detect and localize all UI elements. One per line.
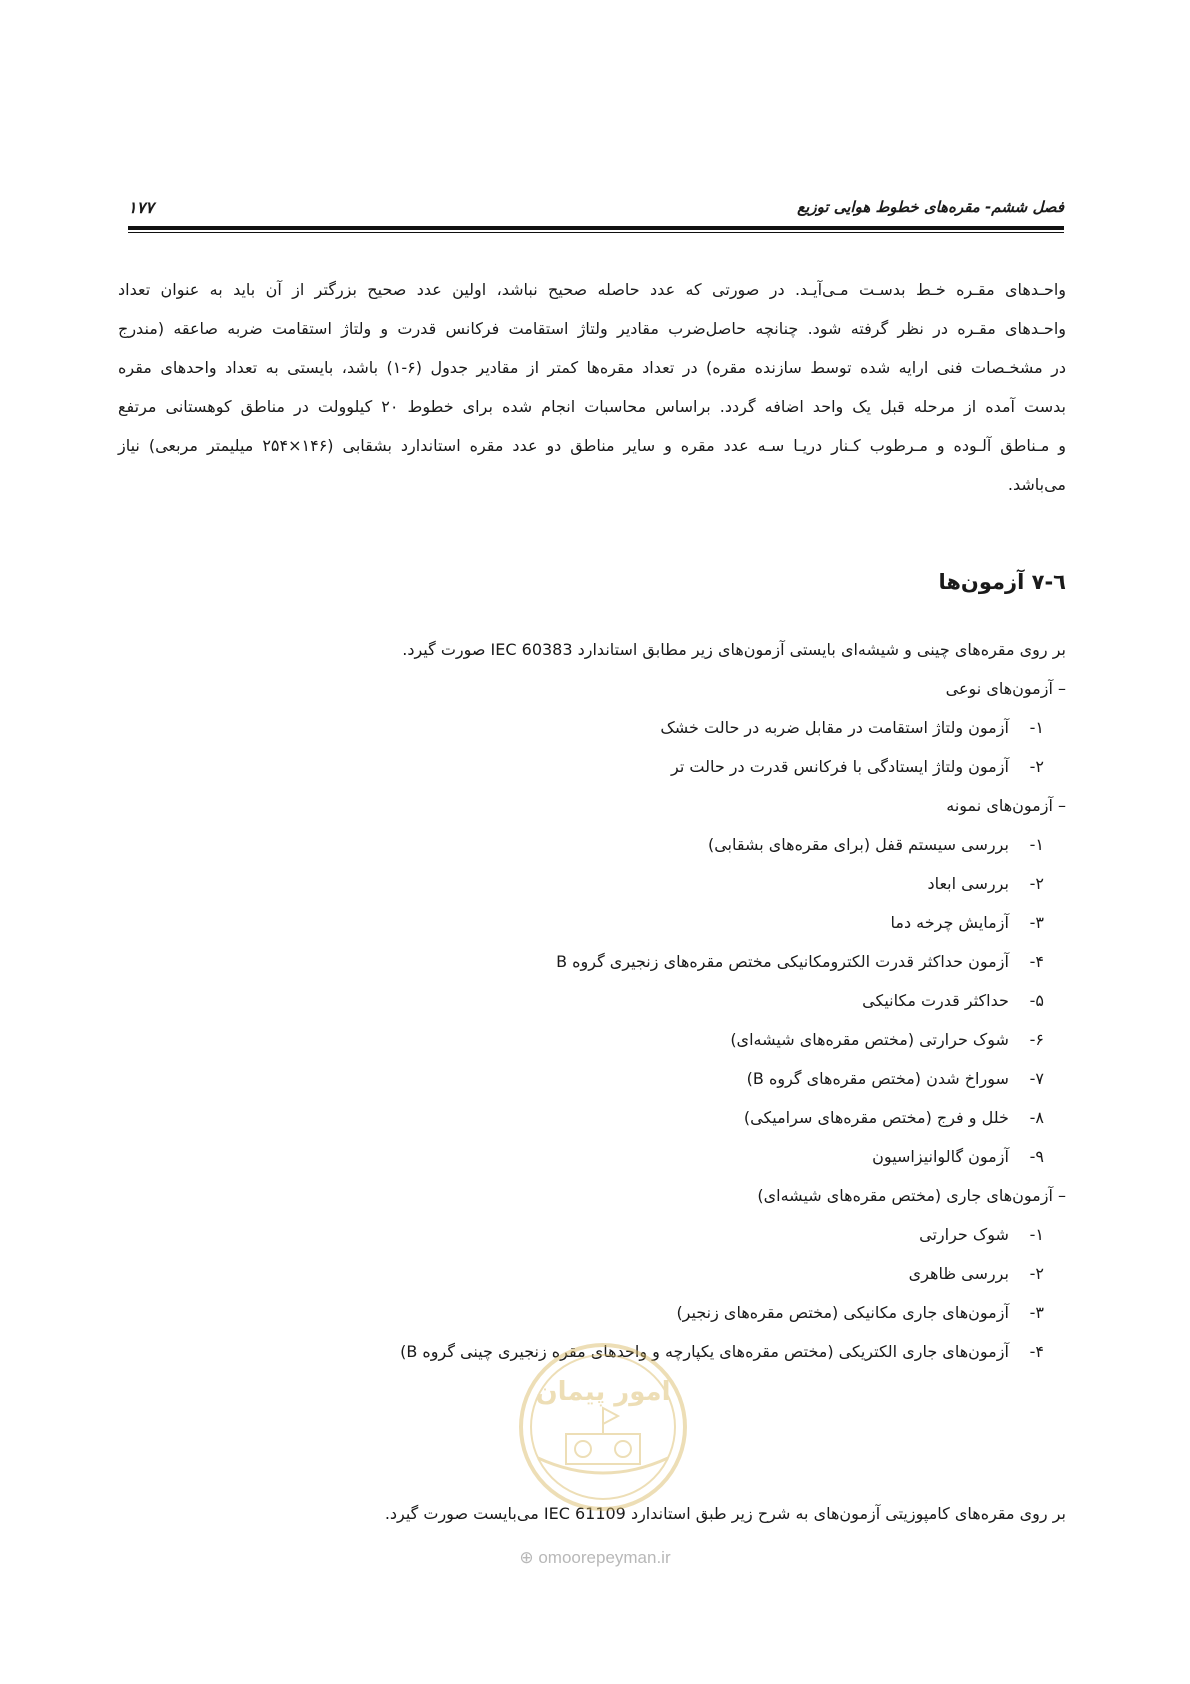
item-number: ۲-: [1029, 1264, 1044, 1283]
item-number: ۲-: [1029, 874, 1044, 893]
list-item: [166, 1098, 1066, 1137]
list-item: [166, 942, 1066, 981]
item-text: شوک حرارتی: [919, 1225, 1009, 1244]
body-paragraph: [118, 270, 1066, 504]
item-text: خلل و فرج (مختص مقره‌های سرامیکی): [743, 1108, 1009, 1127]
globe-icon: ⊕: [519, 1548, 534, 1567]
item-number: ۴-: [1029, 952, 1044, 971]
list-item: [166, 708, 1066, 747]
item-number: ۷-: [1029, 1069, 1044, 1088]
item-text: آزمون‌های جاری الکتریکی (مختص مقره‌های یکپارچه و واحدهای مقره زنجیری چینی گروه B): [400, 1342, 1009, 1361]
item-number: ۳-: [1029, 913, 1044, 932]
paragraph-line: در مشخـصات فنی ارایه شده توسط سازنده مقره) در تعداد مقره‌ها کمتر از مقادیر جدول (۶-۱) باشد، بایستی به تعداد واحدهای مقره: [118, 358, 1066, 377]
section-heading: ٦-٧ آزمون‌ها: [938, 570, 1066, 594]
item-text: آزمون حداکثر قدرت الکترومکانیکی مختص مقره‌های زنجیری گروه B: [556, 952, 1009, 971]
item-number: ۲-: [1029, 757, 1044, 776]
tests-list: [166, 630, 1066, 1371]
list-item: [166, 1254, 1066, 1293]
list-item: [166, 1020, 1066, 1059]
item-text: بررسی ظاهری: [908, 1264, 1009, 1283]
watermark-logo-text: امور پیمان: [535, 1377, 671, 1407]
item-text: شوک حرارتی (مختص مقره‌های شیشه‌ای): [730, 1030, 1009, 1049]
list-item: [166, 1332, 1066, 1371]
list-item: [166, 981, 1066, 1020]
tests-intro: بر روی مقره‌های چینی و شیشه‌ای بایستی آزمون‌های زیر مطابق استاندارد IEC 60383 صورت گیرد.: [402, 640, 1066, 659]
paragraph-line: می‌باشد.: [1007, 475, 1066, 494]
item-number: ۱-: [1029, 835, 1044, 854]
item-number: ۹-: [1029, 1147, 1044, 1166]
paragraph-line: بدست آمده از مرحله قبل یک واحد اضافه گردد. براساس محاسبات انجام شده برای خطوط ۲۰ کیلوولت در مناطق کوهستانی مرتفع: [118, 397, 1067, 416]
item-number: ۴-: [1029, 1342, 1044, 1361]
list-item: [166, 825, 1066, 864]
page-header: [128, 198, 1064, 224]
list-item: [166, 747, 1066, 786]
group-title-type-tests: – آزمون‌های نوعی: [945, 679, 1066, 698]
item-text: سوراخ شدن (مختص مقره‌های گروه B): [746, 1069, 1009, 1088]
item-number: ۸-: [1029, 1108, 1044, 1127]
item-text: بررسی ابعاد: [927, 874, 1009, 893]
item-number: ۳-: [1029, 1303, 1044, 1322]
list-item: [166, 1137, 1066, 1176]
list-item: [166, 903, 1066, 942]
watermark-site: [0, 1548, 1190, 1568]
item-number: ۱-: [1029, 1225, 1044, 1244]
paragraph-line: و مـناطق آلـوده و مـرطوب کـنار دریـا سـه عدد مقره و سایر مناطق دو عدد مقره استاندارد بشقابی (۱۴۶×۲۵۴ میلیمتر مربعی) نیاز: [118, 436, 1066, 455]
item-text: آزمون ولتاژ استقامت در مقابل ضربه در حالت خشک: [660, 718, 1009, 737]
header-rule: [128, 226, 1064, 230]
paragraph-line: واحـدهای مقـره در نظر گرفته شود. چنانچه حاصل‌ضرب مقادیر ولتاژ استقامت فرکانس قدرت و ولتاژ استقامت ضربه صاعقه (مندرج: [118, 319, 1066, 338]
item-number: ۶-: [1029, 1030, 1044, 1049]
list-item: [166, 1215, 1066, 1254]
page-number: ۱۷۷: [128, 198, 154, 217]
chapter-title: فصل ششم- مقره‌های خطوط هوایی توزیع: [797, 198, 1064, 216]
item-text: آزمون‌های جاری مکانیکی (مختص مقره‌های زنجیر): [676, 1303, 1009, 1322]
list-item: [166, 864, 1066, 903]
group-title-sample-tests: – آزمون‌های نمونه: [946, 796, 1066, 815]
item-text: آزمون گالوانیزاسیون: [872, 1147, 1009, 1166]
closing-sentence: بر روی مقره‌های کامپوزیتی آزمون‌های به شرح زیر طبق استاندارد IEC 61109 می‌بایست صورت گیرد.: [384, 1504, 1066, 1523]
item-text: آزمون ولتاژ ایستادگی با فرکانس قدرت در حالت تر: [671, 757, 1009, 776]
list-item: [166, 1293, 1066, 1332]
item-number: ۱-: [1029, 718, 1044, 737]
item-text: حداکثر قدرت مکانیکی: [862, 991, 1009, 1010]
item-text: آزمایش چرخه دما: [890, 913, 1009, 932]
header-rule-thin: [128, 232, 1064, 233]
group-title-routine-tests: – آزمون‌های جاری (مختص مقره‌های شیشه‌ای): [757, 1186, 1066, 1205]
item-number: ۵-: [1029, 991, 1044, 1010]
watermark-site-text: omoorepeyman.ir: [538, 1548, 671, 1567]
item-text: بررسی سیستم قفل (برای مقره‌های بشقابی): [707, 835, 1009, 854]
list-item: [166, 1059, 1066, 1098]
paragraph-line: واحـدهای مقـره خـط بدسـت مـی‌آیـد. در صورتی که عدد حاصله صحیح نباشد، اولین عدد صحیح بزرگتر از آن باید به عنوان تعداد: [118, 280, 1066, 299]
